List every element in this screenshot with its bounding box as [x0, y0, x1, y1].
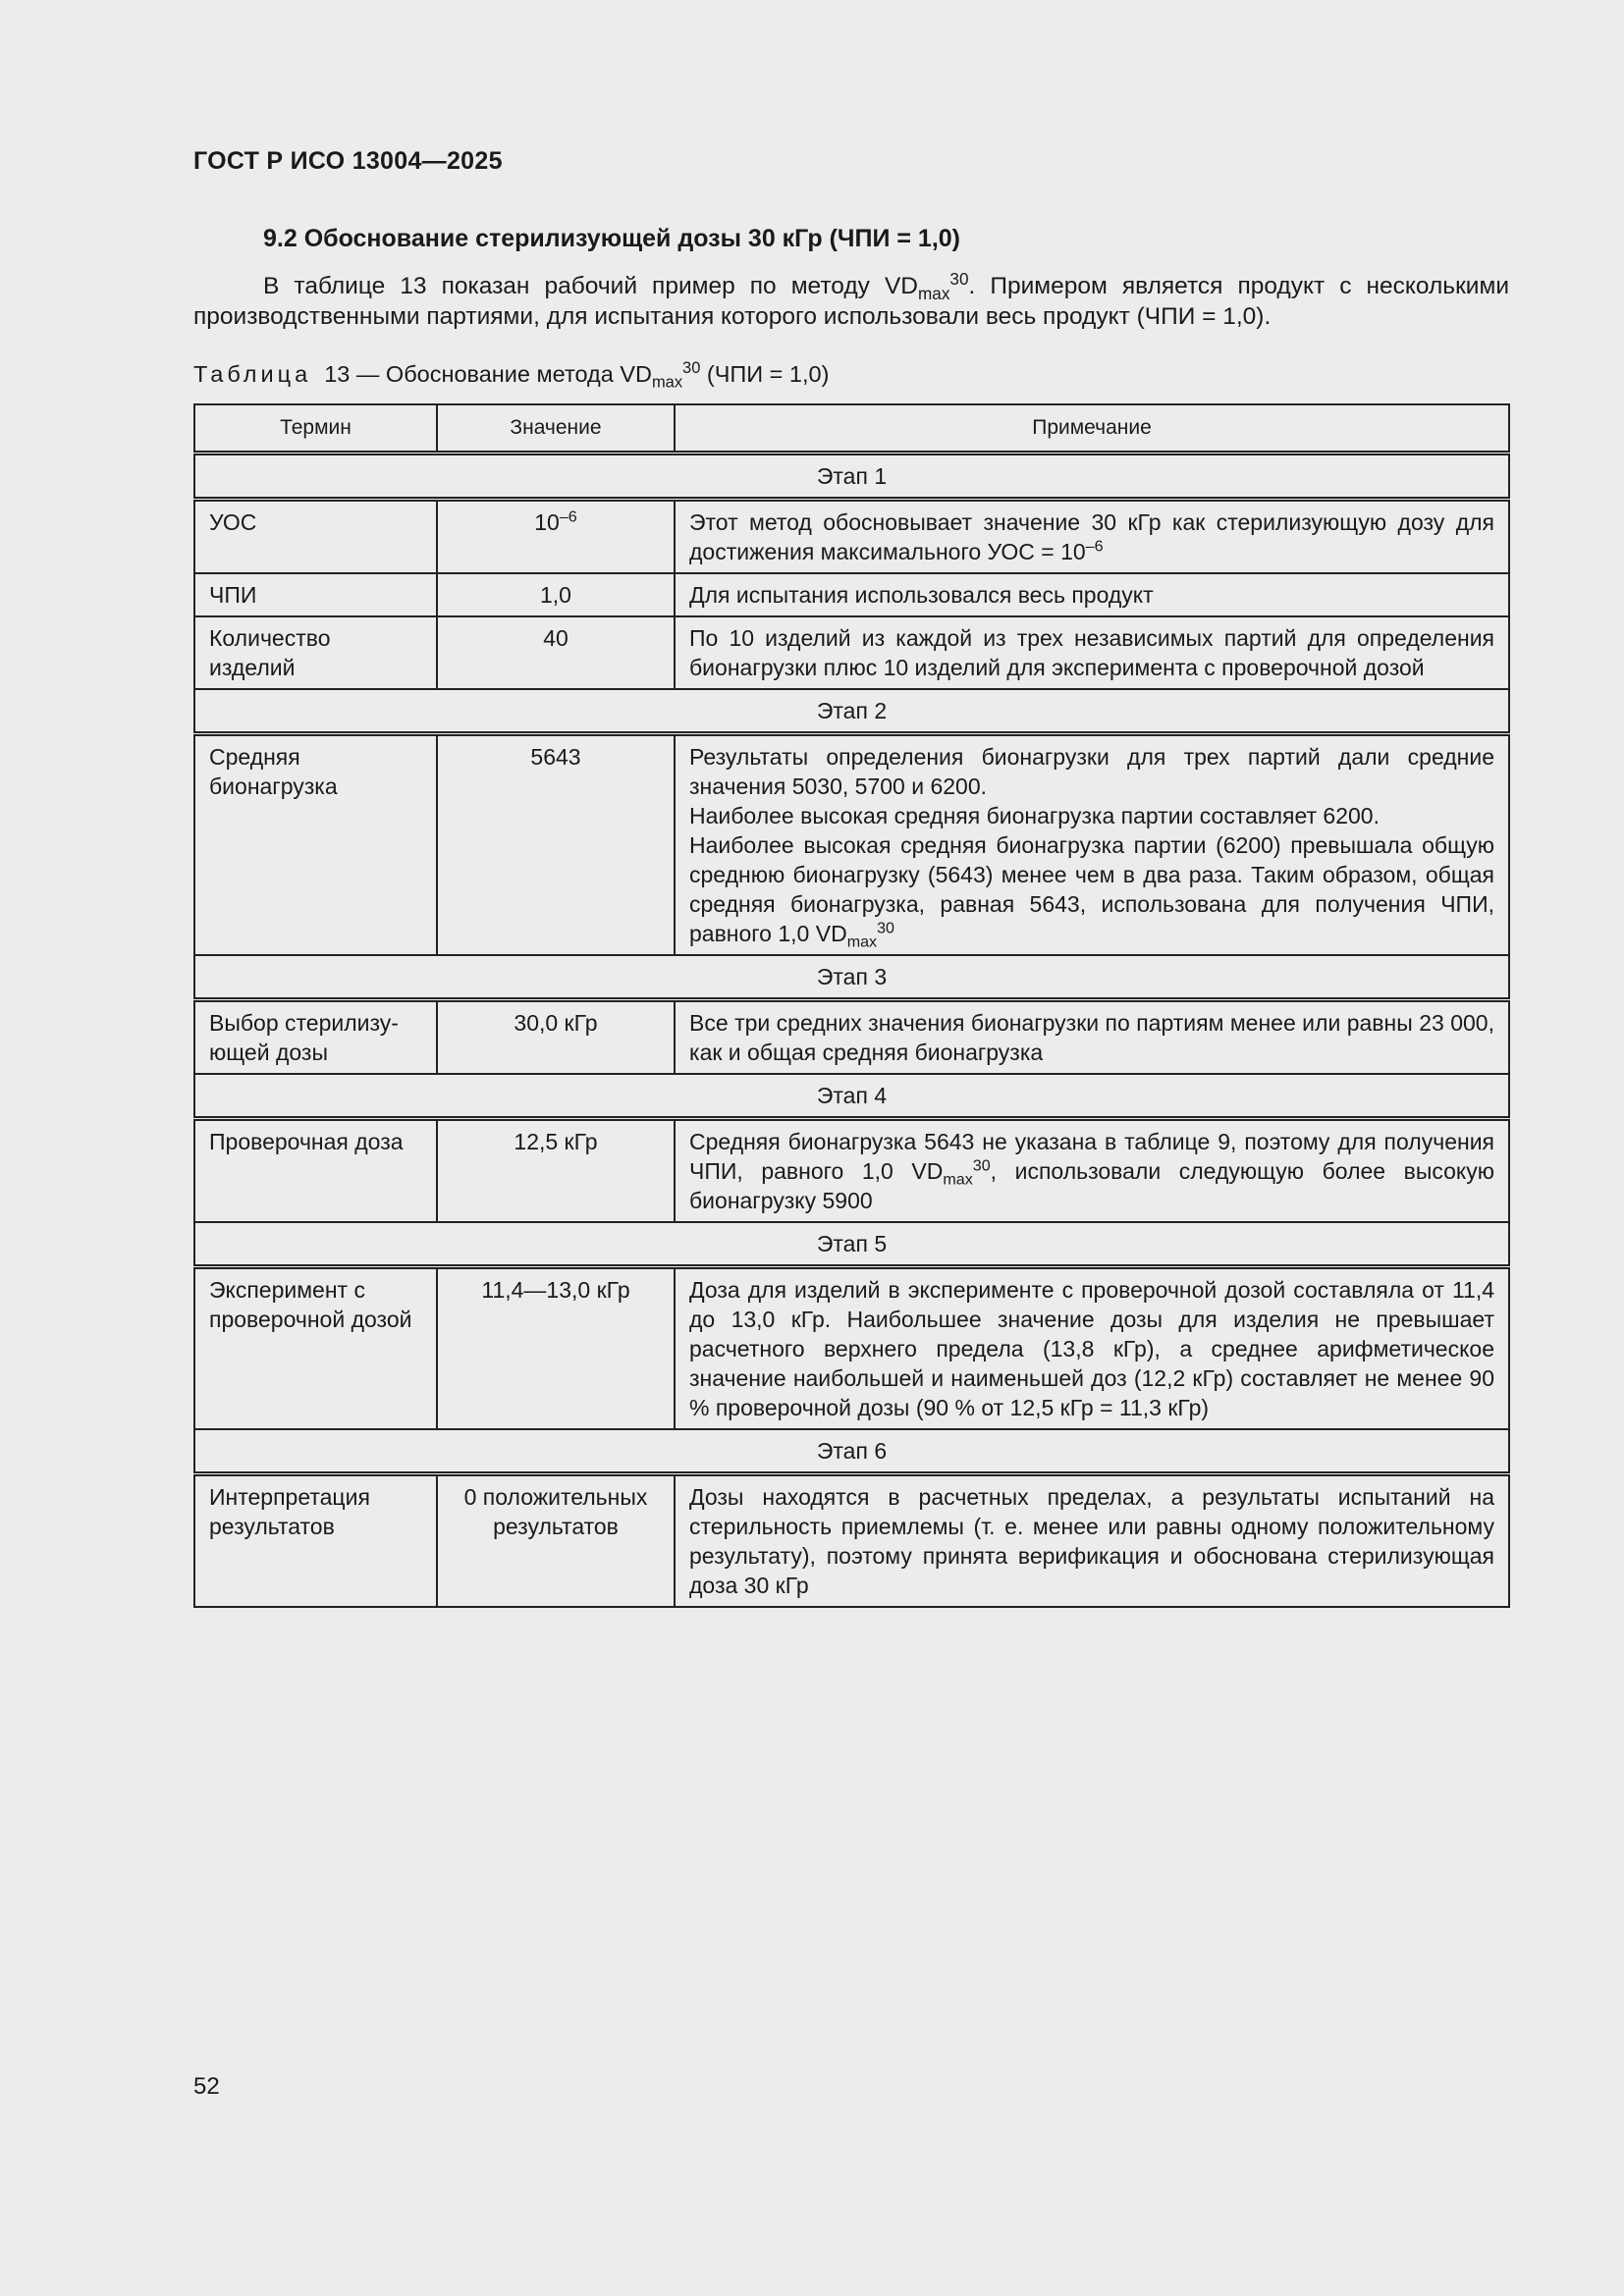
header-note: Примечание [675, 404, 1509, 454]
table-row [194, 616, 1509, 689]
justification-table [193, 403, 1510, 1608]
stage-row [194, 1429, 1509, 1474]
table-header-row [194, 404, 1509, 454]
table-row [194, 1000, 1509, 1075]
table-caption: Таблица 13 — Обоснование метода $VD_{max}^{30}$ (ЧПИ = 1,0) [193, 359, 830, 392]
cell-note: Этот метод обосновывает значение 30 кГр как стерилизующую дозу для достижения максимального УОС = $10^{-6}$ [675, 500, 1509, 574]
note-line: Наиболее высокая средняя бионагрузка партии (6200) превышала общую среднюю бионагрузку (5643) менее чем в два раза. Таким образом, общая средняя бионагрузка, равная 5643, использована для получения ЧПИ, равного 1,0 $VD_{max}^{30}$ [689, 832, 1494, 951]
cell-term: УОС [194, 500, 437, 574]
page-number: 52 [193, 2073, 220, 2100]
header-term: Термин [194, 404, 437, 454]
cell-term: Интерпретация результатов [194, 1474, 437, 1608]
cell-note: Доза для изделий в эксперименте с проверочной дозой составляла от 11,4 до 13,0 кГр. Наибольшее значение дозы для изделия не превышает расчетного верхнего предела (13,8 кГр), а среднее арифметическое значение наибольшей и наименьшей доз (12,2 кГр) составляет не менее 90 % проверочной дозы (90 % от 12,5 кГр = 11,3 кГр) [675, 1267, 1509, 1430]
cell-value: 1,0 [437, 573, 675, 616]
cell-note: По 10 изделий из каждой из трех независимых партий для определения бионагрузки плюс 10 изделий для эксперимента с проверочной дозой [675, 616, 1509, 689]
section-heading: 9.2 Обоснование стерилизующей дозы 30 кГр (ЧПИ = 1,0) [263, 225, 961, 252]
cell-term: Эксперимент с проверочной дозой [194, 1267, 437, 1430]
stage-label: Этап 3 [194, 955, 1509, 1000]
stage-row [194, 1222, 1509, 1267]
note-line: Результаты определения бионагрузки для трех партий дали средние значения 5030, 5700 и 6200. [689, 744, 1494, 799]
stage-label: Этап 4 [194, 1074, 1509, 1119]
cell-term: ЧПИ [194, 573, 437, 616]
stage-row [194, 955, 1509, 1000]
cell-term: Выбор стерилизующей дозы [194, 1000, 437, 1075]
cell-value: 11,4—13,0 кГр [437, 1267, 675, 1430]
table-row [194, 500, 1509, 574]
cell-note: Дозы находятся в расчетных пределах, а результаты испытаний на стерильность приемлемы (т. е. менее или равны одному положительному результату), поэтому принята верификация и обоснована стерилизующая доза 30 кГр [675, 1474, 1509, 1608]
table-row [194, 1119, 1509, 1223]
intro-paragraph: В таблице 13 показан рабочий пример по методу $VD_{max}^{30}$. Примером является продукт с несколькими производственными партиями, для испытания которого использовали весь продукт (ЧПИ = 1,0). [193, 268, 1510, 330]
cell-value: 40 [437, 616, 675, 689]
table-row [194, 573, 1509, 616]
stage-label: Этап 5 [194, 1222, 1509, 1267]
cell-term: Средняя бионагрузка [194, 734, 437, 956]
stage-label: Этап 2 [194, 689, 1509, 734]
stage-label: Этап 6 [194, 1429, 1509, 1474]
cell-value: 12,5 кГр [437, 1119, 675, 1223]
cell-note: Средняя бионагрузка 5643 не указана в таблице 9, поэтому для получения ЧПИ, равного 1,0 $VD_{max}^{30}$, использовали следующую более высокую бионагрузку 5900 [675, 1119, 1509, 1223]
stage-row [194, 1074, 1509, 1119]
cell-value: $10^{-6}$ [437, 500, 675, 574]
table-row [194, 1267, 1509, 1430]
stage-row [194, 689, 1509, 734]
cell-value: 0 положительных результатов [437, 1474, 675, 1608]
cell-note: Для испытания использовался весь продукт [675, 573, 1509, 616]
cell-value: 5643 [437, 734, 675, 956]
cell-note: Все три средних значения бионагрузки по партиям менее или равны 23 000, как и общая средняя бионагрузка [675, 1000, 1509, 1075]
cell-term: Проверочная доза [194, 1119, 437, 1223]
note-line: Наиболее высокая средняя бионагрузка партии составляет 6200. [689, 803, 1380, 828]
cell-note [675, 734, 1509, 956]
stage-row [194, 454, 1509, 500]
table-row [194, 1474, 1509, 1608]
header-value: Значение [437, 404, 675, 454]
document-header: ГОСТ Р ИСО 13004—2025 [193, 147, 503, 175]
cell-term: Количество изделий [194, 616, 437, 689]
table-row [194, 734, 1509, 956]
stage-label: Этап 1 [194, 454, 1509, 500]
cell-value: 30,0 кГр [437, 1000, 675, 1075]
